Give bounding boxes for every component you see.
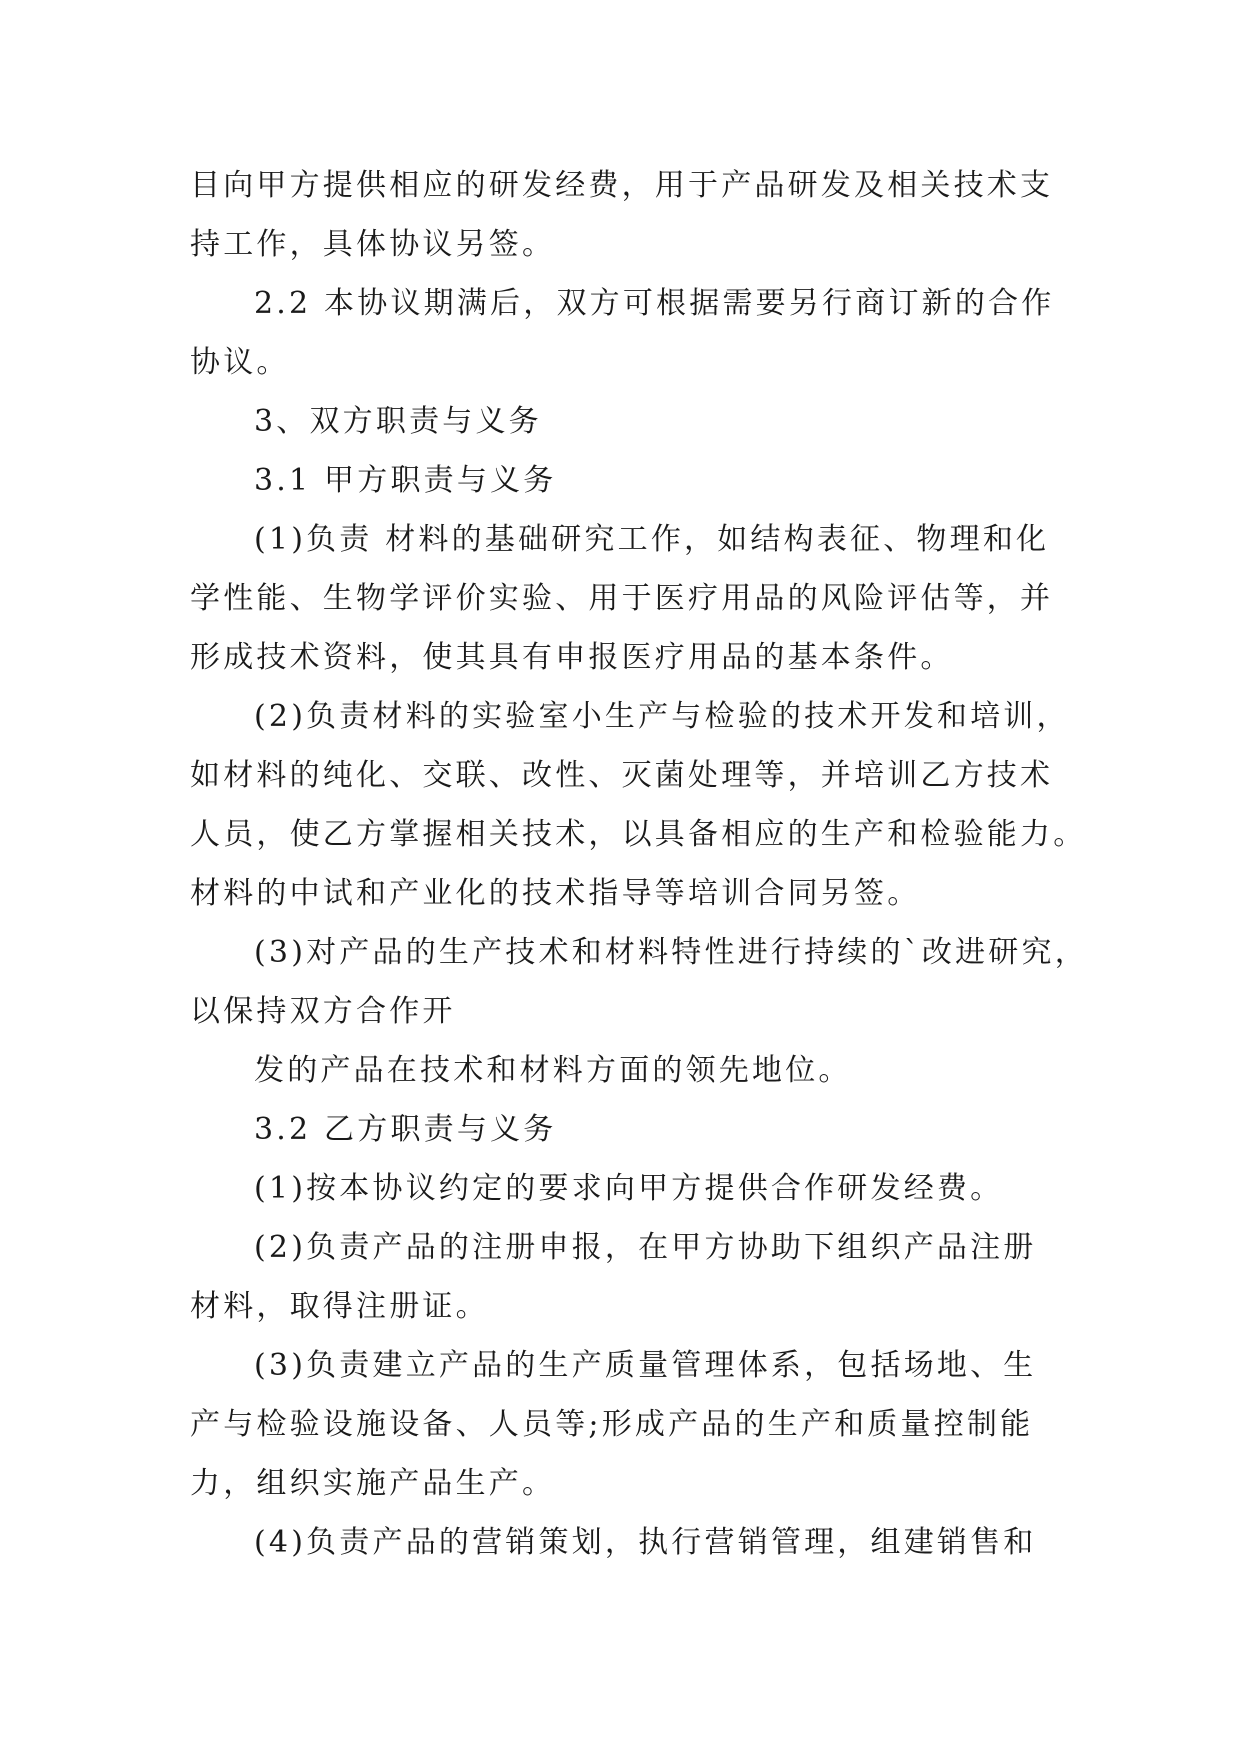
text-line: 学性能、生物学评价实验、用于医疗用品的风险评估等，并 xyxy=(190,581,1054,616)
text-line: 发的产品在技术和材料方面的领先地位。 xyxy=(254,1053,852,1088)
text-line: (3)对产品的生产技术和材料特性进行持续的`改进研究， xyxy=(254,935,1088,970)
text-line: (2)负责产品的注册申报，在甲方协助下组织产品注册 xyxy=(254,1230,1037,1265)
text-line: 协议。 xyxy=(190,345,290,380)
section-heading: 3、双方职责与义务 xyxy=(254,404,542,439)
text-line: 产与检验设施设备、人员等;形成产品的生产和质量控制能 xyxy=(190,1407,1034,1442)
subsection-heading: 3.2 乙方职责与义务 xyxy=(254,1112,557,1147)
text-line: 材料的中试和产业化的技术指导等培训合同另签。 xyxy=(190,876,921,911)
text-line: 2.2 本协议期满后，双方可根据需要另行商订新的合作 xyxy=(254,286,1055,321)
text-line: 如材料的纯化、交联、改性、灭菌处理等，并培训乙方技术 xyxy=(190,758,1054,793)
text-line: (2)负责材料的实验室小生产与检验的技术开发和培训， xyxy=(254,699,1070,734)
text-line: (3)负责建立产品的生产质量管理体系，包括场地、生 xyxy=(254,1348,1037,1383)
text-line: 目向甲方提供相应的研发经费，用于产品研发及相关技术支 xyxy=(190,168,1054,203)
text-line: 形成技术资料，使其具有申报医疗用品的基本条件。 xyxy=(190,640,954,675)
text-line: 力，组织实施产品生产。 xyxy=(190,1466,556,1501)
text-line: 材料，取得注册证。 xyxy=(190,1289,489,1324)
text-line: (1)按本协议约定的要求向甲方提供合作研发经费。 xyxy=(254,1171,1004,1206)
text-line: 以保持双方合作开 xyxy=(190,994,456,1029)
text-line: (1)负责 材料的基础研究工作，如结构表征、物理和化 xyxy=(254,522,1050,557)
subsection-heading: 3.1 甲方职责与义务 xyxy=(254,463,557,498)
text-line: (4)负责产品的营销策划，执行营销管理，组建销售和 xyxy=(254,1525,1037,1560)
text-line: 持工作，具体协议另签。 xyxy=(190,227,556,262)
text-line: 人员，使乙方掌握相关技术，以具备相应的生产和检验能力。 xyxy=(190,817,1087,852)
